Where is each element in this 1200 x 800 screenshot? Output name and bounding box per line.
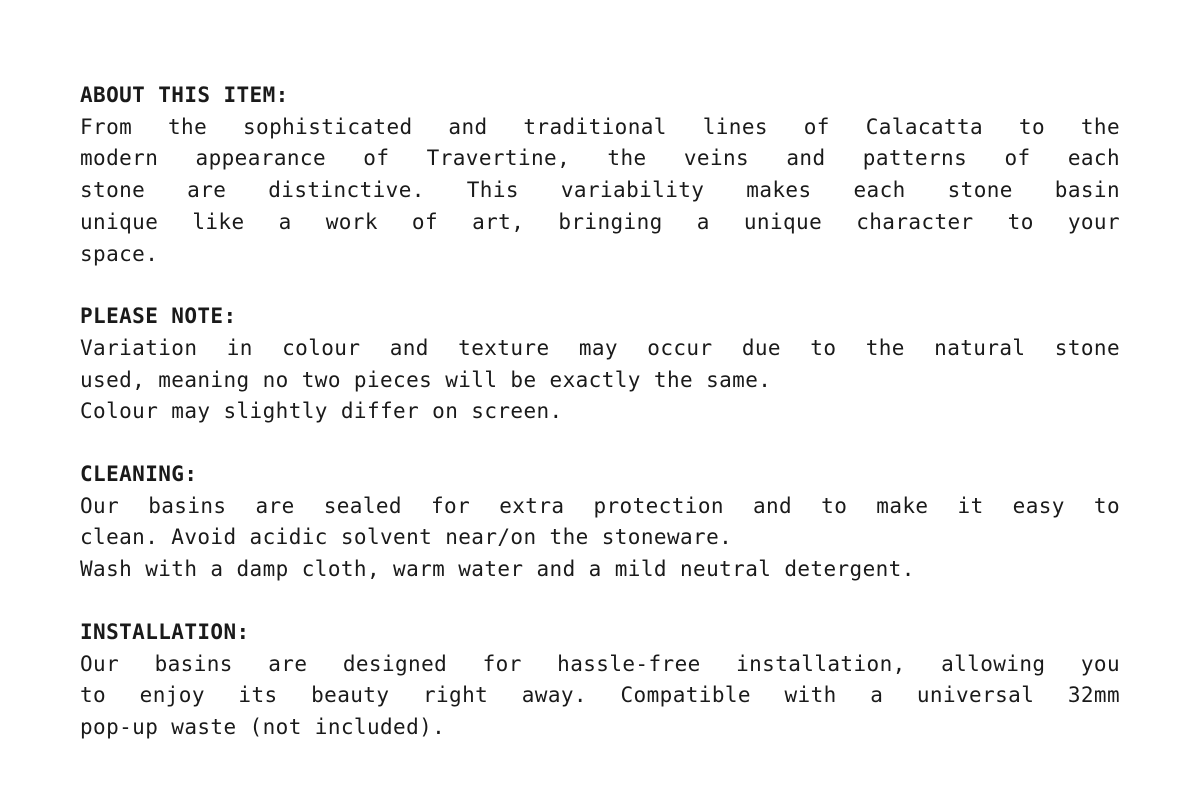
section-cleaning [80, 459, 1120, 586]
body-line: Our basins are designed for hassle-free installation, allowing you [80, 651, 1120, 676]
body-line: pop-up waste (not included). [80, 714, 446, 739]
section-please-note [80, 301, 1120, 428]
section-body-please-note [80, 333, 1120, 428]
body-line: stone are distinctive. This variability makes each stone basin [80, 178, 1120, 203]
section-heading-installation: INSTALLATION: [80, 619, 250, 644]
body-line: Our basins are sealed for extra protection and to make it easy to [80, 493, 1120, 518]
section-heading-cleaning: CLEANING: [80, 462, 198, 487]
section-body-installation [80, 649, 1120, 744]
body-line: used, meaning no two pieces will be exactly the same. [80, 367, 772, 392]
body-line: to enjoy its beauty right away. Compatible with a universal 32mm [80, 683, 1120, 708]
body-line: From the sophisticated and traditional lines of Calacatta to the [80, 114, 1120, 139]
body-line: space. [80, 241, 159, 266]
section-heading-please-note: PLEASE NOTE: [80, 304, 237, 329]
body-line: modern appearance of Travertine, the veins and patterns of each [80, 146, 1120, 171]
section-about [80, 80, 1120, 270]
body-line: Wash with a damp cloth, warm water and a mild neutral detergent. [80, 557, 915, 582]
body-line: Variation in colour and texture may occur due to the natural stone [80, 335, 1120, 360]
section-installation [80, 617, 1120, 744]
body-line: unique like a work of art, bringing a unique character to your [80, 209, 1120, 234]
body-line: Colour may slightly differ on screen. [80, 399, 563, 424]
section-body-cleaning [80, 491, 1120, 586]
section-body-about [80, 112, 1120, 271]
section-heading-about: ABOUT THIS ITEM: [80, 83, 289, 107]
body-line: clean. Avoid acidic solvent near/on the stoneware. [80, 525, 733, 550]
